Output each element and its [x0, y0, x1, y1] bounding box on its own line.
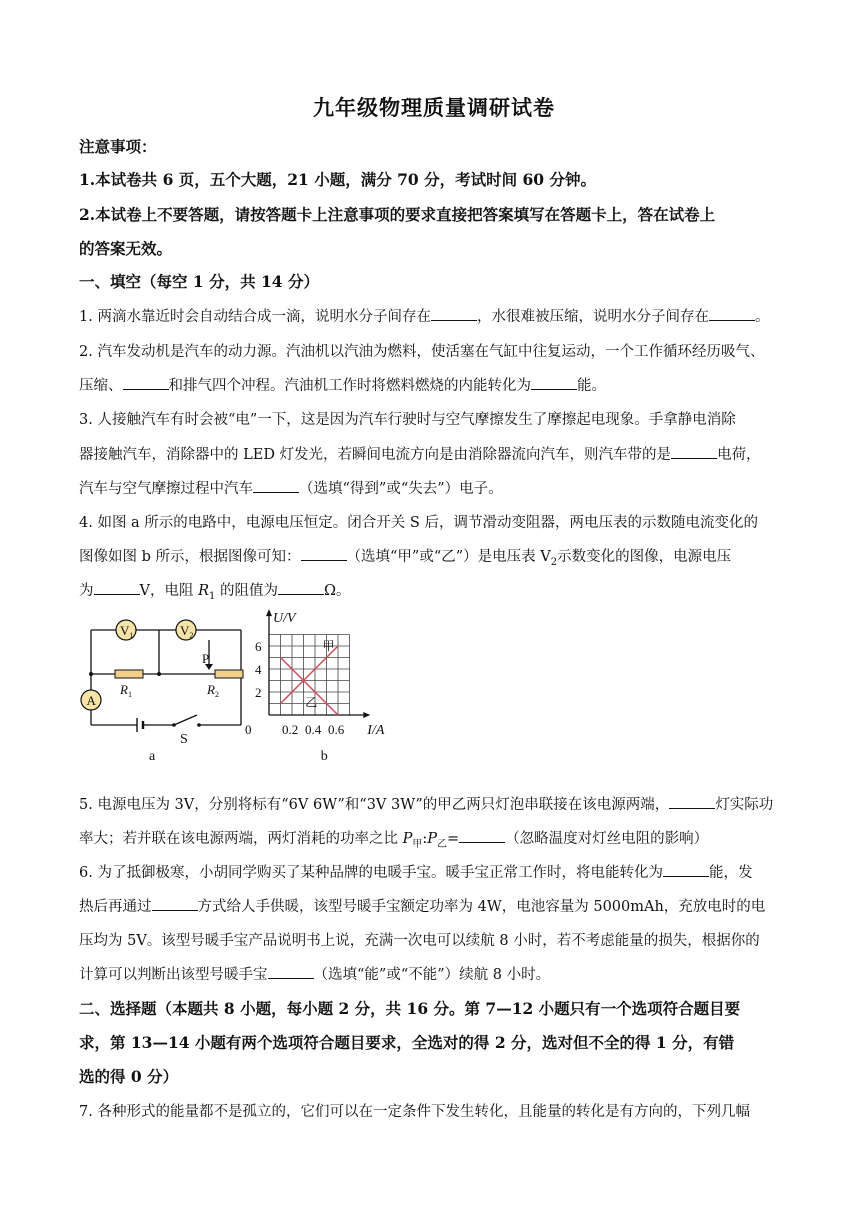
figure-circuit-and-graph: [79, 600, 419, 775]
q6-text-c: 热后再通过: [79, 899, 152, 915]
answer-blank: [123, 376, 169, 390]
question-5-line1: [79, 793, 791, 814]
q4-text-a: 图像如图 b 所示，根据图像可知：: [79, 549, 301, 565]
question-3-line1: 3. 人接触汽车有时会被“电”一下，这是因为汽车行驶时与空气摩擦发生了摩擦起电现象。手拿静电消除: [79, 412, 736, 428]
voltmeter-v1-label: $V_1$: [120, 623, 134, 640]
question-7-line1: 7. 各种形式的能量都不是孤立的，它们可以在一定条件下发生转化，且能量的转化是有方向的，下列几幅: [79, 1104, 750, 1120]
note-2-line1: 2.本试卷上不要答题，请按答题卡上注意事项的要求直接把答案填写在答题卡上，答在试卷上: [79, 205, 716, 224]
question-6-line2: [79, 895, 791, 916]
q5-colon: :: [422, 831, 428, 847]
note-1: 1.本试卷共 6 页，五个大题，21 小题，满分 70 分，考试时间 60 分钟。: [79, 170, 596, 189]
y-tick-label: 4: [255, 662, 262, 677]
section2-heading-line3: 选的得 0 分）: [79, 1067, 179, 1086]
answer-blank: [459, 829, 505, 843]
section2-heading-line1: 二、选择题（本题共 8 小题，每小题 2 分，共 16 分。第 7—12 小题只有一个选项符合题目要: [79, 999, 741, 1018]
answer-blank: [278, 581, 324, 595]
ammeter-label: A: [86, 693, 96, 708]
voltmeter-v2-label: $V_2$: [180, 623, 194, 640]
q4-text-f: 的阻值为: [215, 583, 278, 599]
q5-p-symbol: P: [427, 831, 438, 847]
figure-b-caption: b: [320, 749, 328, 764]
question-6-line4: [79, 963, 791, 984]
q3-text-a: 器接触汽车，消除器中的 LED 灯发光，若瞬间电流方向是由消除器流向汽车，则汽车带的是: [79, 447, 672, 463]
x-axis-label: I/A: [367, 723, 385, 738]
q1-text-a: 1. 两滴水靠近时会自动结合成一滴，说明水分子间存在: [79, 309, 431, 325]
q4-text-c: 示数变化的图像，电源电压: [557, 549, 732, 565]
series-label-yi: 乙: [305, 695, 318, 710]
answer-blank: [253, 479, 299, 493]
q6-text-b: 能，发: [708, 865, 753, 881]
q4-text-e: V，电阻: [139, 583, 199, 599]
x-tick-label: 0.4: [305, 722, 322, 737]
slider-p-label: P: [202, 651, 210, 666]
q2-text-c: 能。: [577, 378, 606, 394]
q4-text-b: （选填“甲”或“乙”）是电压表 V: [346, 549, 551, 565]
q5-yi-subscript: 乙: [437, 838, 448, 850]
q5-jia-subscript: 甲: [412, 838, 423, 850]
notes-heading: 注意事项：: [79, 137, 157, 156]
q4-text-d: 为: [79, 583, 94, 599]
q6-text-e: 计算可以判断出该型号暖手宝: [79, 967, 268, 983]
y-tick-label: 2: [255, 685, 262, 700]
answer-blank: [268, 965, 314, 979]
question-6-line3: 压均为 5V。该型号暖手宝产品说明书上说，充满一次电可以续航 8 小时，若不考虑能量的损失，根据你的: [79, 933, 760, 949]
r1-label: $R_1$: [120, 682, 132, 699]
answer-blank: [431, 307, 477, 321]
answer-blank: [709, 307, 755, 321]
q6-text-d: 方式给人手供暖，该型号暖手宝额定功率为 4W，电池容量为 5000mAh，充放电时的电: [197, 899, 766, 915]
q2-text-b: 和排气四个冲程。汽油机工作时将燃料燃烧的内能转化为: [168, 378, 531, 394]
figure-a-caption: a: [149, 749, 156, 764]
question-2-line2: [79, 374, 791, 395]
x-axis-arrow-icon: [363, 712, 370, 718]
q1-text-c: 。: [754, 309, 770, 325]
x-tick-label: 0.2: [282, 722, 299, 737]
q4-text-g: Ω。: [324, 583, 351, 599]
r2-label: $R_2$: [207, 682, 219, 699]
q5-text-d: （忽略温度对灯丝电阻的影响）: [505, 831, 709, 847]
question-3-line3: [79, 477, 791, 498]
q5-text-a: 5. 电源电压为 3V，分别将标有“6V 6W”和“3V 3W”的甲乙两只灯泡串联接在该电源两端，: [79, 797, 670, 813]
answer-blank: [669, 795, 715, 809]
x-tick-label: 0.6: [328, 722, 345, 737]
question-3-line2: [79, 443, 791, 464]
answer-blank: [301, 547, 347, 561]
y-axis-label: U/V: [273, 611, 296, 627]
q4-v2-subscript: 2: [550, 556, 558, 568]
answer-blank: [94, 581, 140, 595]
q1-text-b: ，水很难被压缩，说明水分子间存在: [476, 309, 709, 325]
answer-blank: [531, 376, 577, 390]
series-label-jia: 甲: [322, 639, 335, 653]
q5-text-c: 率大；若并联在该电源两端，两灯消耗的功率之比: [79, 831, 403, 847]
page-title: 九年级物理质量调研试卷: [313, 95, 555, 120]
answer-blank: [152, 897, 198, 911]
q4-r1-subscript: 1: [209, 590, 216, 602]
switch-label: S: [180, 732, 188, 747]
question-2-line1: 2. 汽车发动机是汽车的动力源。汽油机以汽油为燃料，使活塞在气缸中往复运动，一个工作循环经历吸气、: [79, 344, 765, 360]
y-axis-arrow-icon: [266, 609, 272, 616]
q5-equals: =: [447, 831, 460, 847]
resistor-r1: [115, 670, 143, 678]
section1-heading: 一、填空（每空 1 分，共 14 分）: [79, 272, 319, 291]
q4-r-symbol: R: [198, 583, 210, 599]
resistor-r2: [215, 670, 243, 678]
section2-heading-line2: 求，第 13—14 小题有两个选项符合题目要求，全选对的得 2 分，选对但不全的得 1 分，有错: [79, 1033, 735, 1052]
q3-text-c: 汽车与空气摩擦过程中汽车: [79, 481, 253, 497]
q3-text-d: （选填“得到”或“失去”）电子。: [299, 481, 503, 497]
question-4-line1: 4. 如图 a 所示的电路中，电源电压恒定。闭合开关 S 后，调节滑动变阻器，两电压表的示数随电流变化的: [79, 515, 758, 531]
q6-text-f: （选填“能”或“不能”）续航 8 小时。: [313, 967, 551, 983]
graph-b: [245, 609, 385, 764]
question-6-line1: [79, 861, 791, 882]
switch-pivot: [172, 723, 176, 727]
q3-text-b: 电荷，: [717, 447, 761, 463]
question-4-line2: [79, 545, 791, 568]
q5-text-b: 灯实际功: [715, 797, 774, 813]
note-2-line2: 的答案无效。: [79, 239, 173, 258]
question-5-line2: [79, 827, 791, 850]
q6-text-a: 6. 为了抵御极寒，小胡同学购买了某种品牌的电暖手宝。暖手宝正常工作时，将电能转化为: [79, 865, 663, 881]
y-tick-label: 6: [255, 639, 262, 654]
question-1: [79, 305, 791, 326]
q5-p-symbol: P: [402, 831, 413, 847]
q2-text-a: 压缩、: [79, 378, 123, 394]
x-tick-label: 0: [245, 722, 252, 737]
question-4-line3: [79, 579, 791, 602]
switch-contact: [197, 723, 201, 727]
answer-blank: [671, 445, 717, 459]
answer-blank: [663, 863, 709, 877]
